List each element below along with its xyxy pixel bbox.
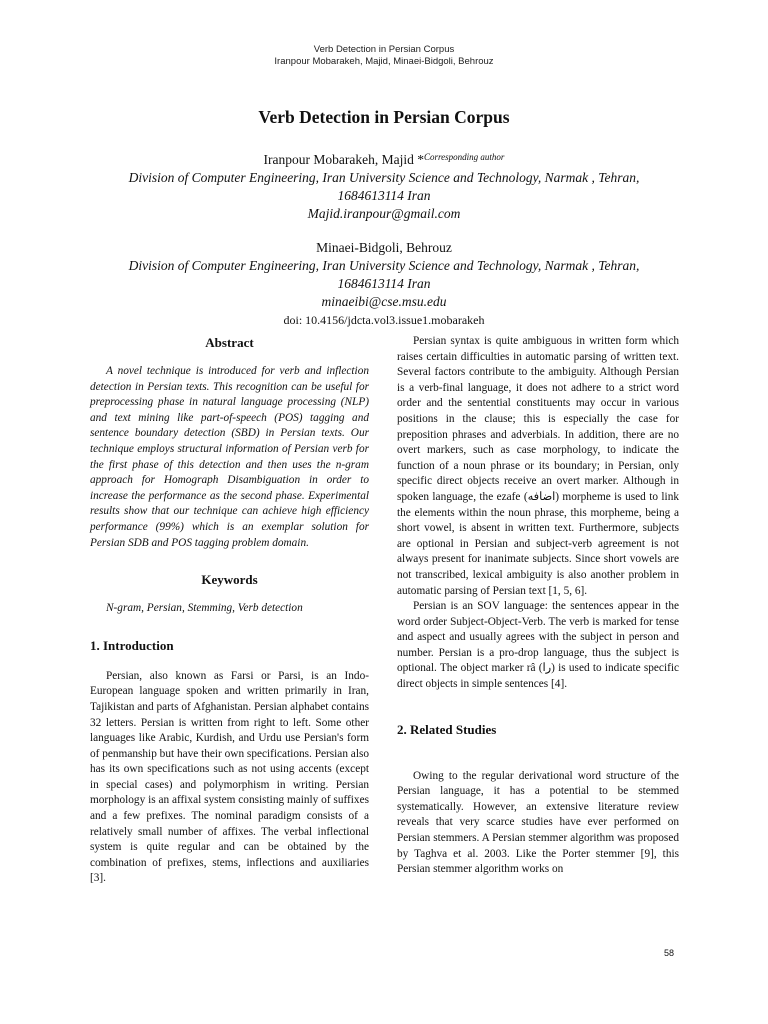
- related-studies-paragraph-1: Owing to the regular derivational word structure of the Persian language, it has a potential to be stemmed systematically. However, an extensive literature review reveals that very scarce studies have ever performed on Persian stemmers. A Persian stemmer algorithm was proposed by Taghva et al. 2003. Like the Porter stemmer [9], this Persian stemmer algorithm works on: [397, 769, 679, 876]
- page-number: 58: [664, 948, 675, 958]
- abstract-text: A novel technique is introduced for verb and inflection detection in Persian texts. This recognition can be useful for preprocessing phase in natural language processing (NLP) and text mining like part-of-speech (POS) tagging and sentence boundary detection (SBD) in Persian texts. Our technique employs structural information of Persian verb for the first phase of this detection and then uses the n-gram approach for Homograph Disambiguation in order to increase the performance as the second phase. Experimental results show that our technique can achieve high efficiency performance (99%) which is an exemplar solution for Persian SDB and POS tagging problem domain.: [90, 365, 369, 549]
- author-1: [60, 148, 708, 169]
- doi[interactable]: doi: 10.4156/jdcta.vol3.issue1.mobarakeh: [283, 313, 485, 327]
- running-head: [0, 44, 768, 68]
- introduction-heading: 1. Introduction: [90, 637, 174, 653]
- paper-title: Verb Detection in Persian Corpus: [258, 107, 510, 127]
- introduction-paragraph-2: Persian syntax is quite ambiguous in written form which raises certain difficulties in automatic parsing of written text. Several factors contribute to the ambiguity. Although Persian is a verb-final language, it does not adhere to a strict word order and the sentential constituents may occur in various positions in the clause; this is especially the case for preposition phrases and adverbials. In addition, there are no overt markers, such as case morphology, to indicate the function of a noun phrase or its boundary; in Persian, only specific direct objects receive an overt marker. Although in spoken language, the ezafe (اضافه) morpheme is used to link the elements within the noun phrase, this morpheme, being a short vowel, is absent in written text. Furthermore, subjects are optional in Persian and subject-verb agreement is not always present for inanimate subjects. Since short vowels are not transcribed, lexical ambiguity is also another problem in automatic parsing of Persian text [1, 5, 6].: [397, 335, 679, 597]
- introduction-paragraph-1: Persian, also known as Farsi or Parsi, is an Indo-European language spoken and written primarily in Iran, Tajikistan and parts of Afghanistan. Persian alphabet contains 32 letters. Persian is written from right to left. Some other languages like Arabic, Kurdish, and Urdu use Persian's form of penmanship but have their own specifications. Persian also has its own specifications such as not using accents (except in special cases) and polymorphism in writing. Persian morphology is an affixal system consisting mainly of suffixes and a few prefixes. The nominal paradigm consists of a relatively small number of affixes. The verbal inflectional system is quite regular and can be obtained by the combination of prefixes, stems, inflections and auxiliaries [3].: [90, 669, 369, 885]
- author-1-email[interactable]: Majid.iranpour@gmail.com: [307, 206, 461, 221]
- author-2-email[interactable]: minaeibi@cse.msu.edu: [321, 294, 447, 309]
- author-1-affiliation: Division of Computer Engineering, Iran University Science and Technology, Narmak , Tehran,: [128, 170, 640, 185]
- author-2-affiliation: Division of Computer Engineering, Iran University Science and Technology, Narmak , Tehran,: [128, 258, 640, 273]
- author-1-affiliation-postcode: 1684613114 Iran: [337, 188, 431, 203]
- left-column: [90, 334, 369, 887]
- right-column: [397, 334, 679, 878]
- related-studies-heading: 2. Related Studies: [397, 721, 497, 737]
- author-spacer: [60, 223, 708, 239]
- keywords-text: N-gram, Persian, Stemming, Verb detection: [106, 602, 303, 615]
- introduction-paragraph-3: Persian is an SOV language: the sentences appear in the word order Subject-Object-Verb. The verb is marked for tense and aspect and usually agrees with the subject in person and number. Persian is a pro-drop language, thus the subject is optional. The object marker râ (را) is used to indicate specific direct objects in simple sentences [4].: [397, 600, 679, 691]
- author-1-name: Iranpour Mobarakeh, Majid *: [263, 152, 424, 167]
- abstract-heading: Abstract: [205, 335, 254, 350]
- author-2-name: Minaei-Bidgoli, Behrouz: [316, 240, 452, 255]
- running-head-title: Verb Detection in Persian Corpus: [313, 44, 455, 55]
- corresponding-author-note: Corresponding author: [424, 152, 505, 162]
- running-head-authors: Iranpour Mobarakeh, Majid, Minaei-Bidgoli, Behrouz: [274, 56, 494, 67]
- title-block: [60, 106, 708, 328]
- author-2-affiliation-postcode: 1684613114 Iran: [337, 276, 431, 291]
- keywords-heading: Keywords: [201, 572, 258, 588]
